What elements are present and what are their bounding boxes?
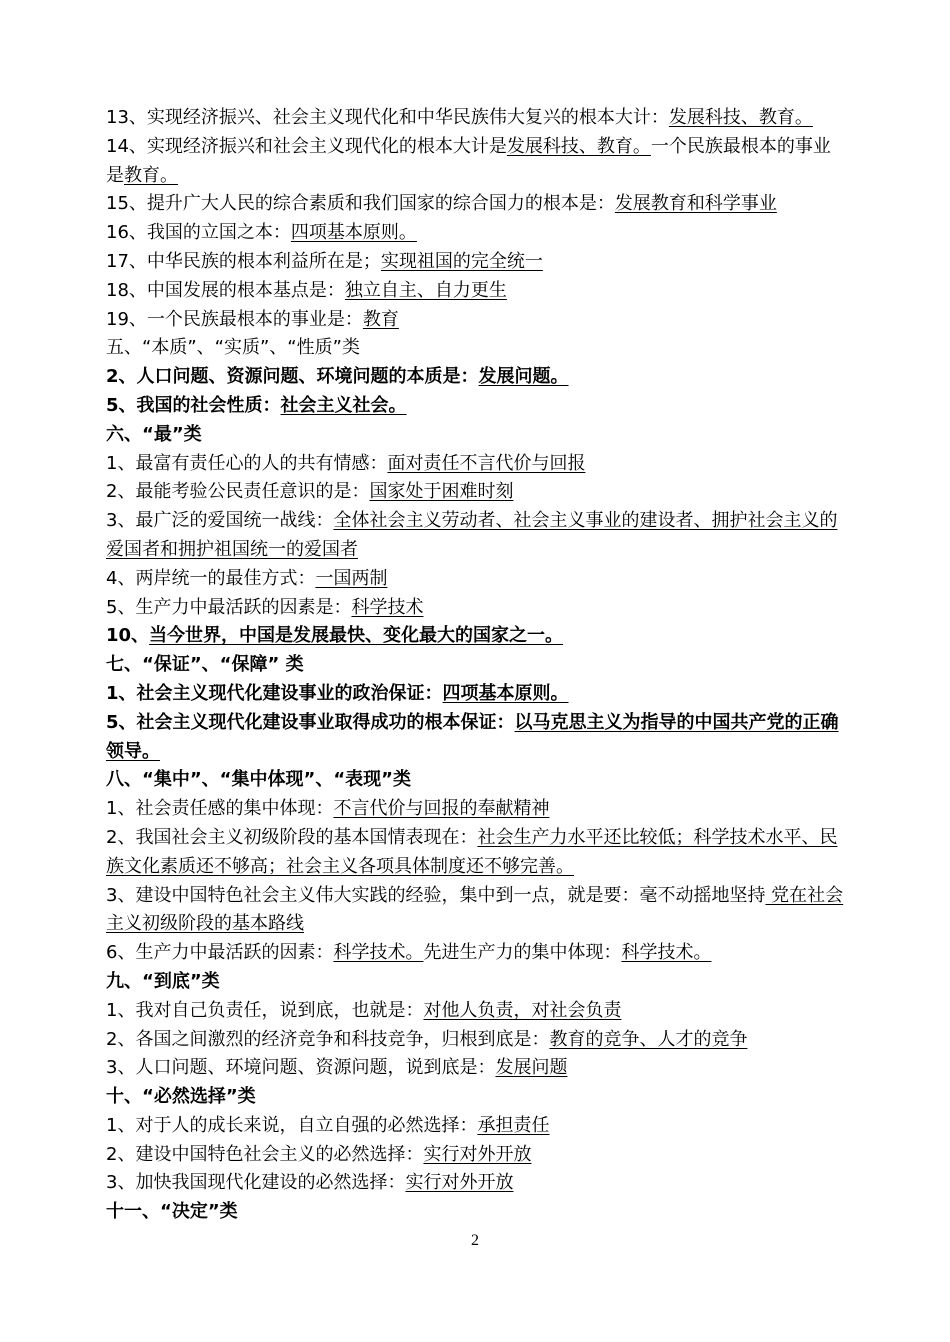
section-heading xyxy=(106,766,846,795)
answer-text: 教育 xyxy=(362,308,399,330)
section-heading xyxy=(106,968,846,997)
text-line xyxy=(106,450,846,479)
question-text: 社会主义现代化建设事业取得成功的根本保证： xyxy=(136,711,515,733)
text-line xyxy=(106,997,846,1026)
text-line xyxy=(106,1141,846,1170)
answer-text: 发展科技、教育。 xyxy=(668,107,813,128)
answer-text: 四项基本原则。 xyxy=(442,682,569,704)
text-line xyxy=(106,824,846,882)
answer-text: 科学技术。 xyxy=(333,942,424,964)
page-number: 2 xyxy=(471,1232,479,1249)
item-number: 2、 xyxy=(106,826,136,848)
section-heading xyxy=(106,334,846,363)
item-number: 4、 xyxy=(106,567,136,589)
question-text: 我国的立国之本： xyxy=(146,222,291,244)
answer-text: 党在社会主义初级阶段的基本路线 xyxy=(106,884,844,935)
text-line xyxy=(106,248,846,277)
section-heading xyxy=(106,421,846,450)
answer-text: 发展教育和科学事业 xyxy=(614,193,777,215)
text-line xyxy=(106,939,846,968)
question-text: 最广泛的爱国统一战线： xyxy=(135,510,334,532)
item-number: 5、 xyxy=(106,596,136,618)
item-number: 5、 xyxy=(106,711,137,733)
item-number: 17、 xyxy=(106,250,147,272)
text-line xyxy=(106,190,846,219)
item-number: 3、 xyxy=(106,1057,136,1079)
question-text: 建设中国特色社会主义伟大实践的经验，集中到一点，就是要：毫不动摇地坚持 xyxy=(135,884,766,906)
question-text: 对于人的成长来说，自立自强的必然选择： xyxy=(135,1114,478,1136)
item-number: 15、 xyxy=(106,193,147,215)
question-text: 社会主义现代化建设事业的政治保证： xyxy=(136,682,443,704)
answer-text: 面对责任不言代价与回报 xyxy=(387,452,586,474)
text-line xyxy=(106,1026,846,1055)
answer-text: 四项基本原则。 xyxy=(290,222,417,244)
item-number: 14、 xyxy=(106,135,147,157)
answer-text: 教育。 xyxy=(124,164,178,186)
answer-text: 一国两制 xyxy=(315,567,388,589)
item-number: 18、 xyxy=(106,279,147,301)
item-number: 16、 xyxy=(106,222,147,244)
text-line xyxy=(106,133,846,191)
question-text: 实现经济振兴和社会主义现代化的根本大计是 xyxy=(146,135,507,157)
question-text: 各国之间激烈的经济竞争和科技竞争，归根到底是： xyxy=(135,1028,550,1050)
question-text: 两岸统一的最佳方式： xyxy=(135,567,316,589)
answer-text: 实行对外开放 xyxy=(405,1172,514,1194)
item-number: 3、 xyxy=(106,510,136,532)
answer-text: 科学技术 xyxy=(351,596,424,618)
question-text: 提升广大人民的综合素质和我们国家的综合国力的根本是： xyxy=(146,193,615,215)
answer-text: 发展科技、教育。 xyxy=(506,135,651,157)
item-number: 2、 xyxy=(106,481,136,503)
item-number: 6、 xyxy=(106,942,136,964)
answer-text: 实现祖国的完全统一 xyxy=(380,250,543,272)
text-line xyxy=(106,277,846,306)
question-text: 我对自己负责任，说到底，也就是： xyxy=(135,999,424,1021)
item-number: 1、 xyxy=(106,798,136,820)
answer-text: 国家处于困难时刻 xyxy=(369,481,514,503)
document-body xyxy=(106,104,846,1227)
item-number: 2、 xyxy=(106,366,137,388)
question-text: 我国社会主义初级阶段的基本国情表现在： xyxy=(135,826,478,848)
item-number: 10、 xyxy=(106,625,150,647)
item-number: 2、 xyxy=(106,1143,136,1165)
answer-text: 不言代价与回报的奉献精神 xyxy=(333,798,550,820)
question-text: 生产力中最活跃的因素： xyxy=(135,942,334,964)
question-text: 最富有责任心的人的共有情感： xyxy=(135,452,388,474)
heading-text: 七、“保证”、“保障” 类 xyxy=(106,654,304,676)
text-line xyxy=(106,565,846,594)
heading-text: 十、“必然选择”类 xyxy=(106,1086,256,1108)
text-line xyxy=(106,219,846,248)
answer-text: 发展问题。 xyxy=(478,366,569,388)
question-text: 建设中国特色社会主义的必然选择： xyxy=(135,1143,424,1165)
item-number: 1、 xyxy=(106,452,136,474)
item-number: 1、 xyxy=(106,999,136,1021)
item-number: 19、 xyxy=(106,308,147,330)
question-text: 一个民族最根本的事业是 xyxy=(106,135,831,186)
answer-text: 实行对外开放 xyxy=(423,1143,532,1165)
text-line xyxy=(106,104,846,133)
heading-text: 六、“最”类 xyxy=(106,423,202,445)
text-line xyxy=(106,709,846,767)
text-line xyxy=(106,392,846,421)
item-number: 13、 xyxy=(106,107,147,128)
text-line xyxy=(106,795,846,824)
answer-text: 全体社会主义劳动者、社会主义事业的建设者、拥护社会主义的爱国者和拥护祖国统一的爱国者 xyxy=(106,510,838,560)
question-text: 人口问题、环境问题、资源问题，说到底是： xyxy=(135,1057,496,1079)
answer-text: 教育的竞争、人才的竞争 xyxy=(549,1028,748,1050)
question-text: 先进生产力的集中体现： xyxy=(423,942,622,964)
heading-text: 十一、“决定”类 xyxy=(106,1201,238,1223)
text-line xyxy=(106,680,846,709)
question-text: 当今世界，中国是发展最快、变化最大的国家之一。 xyxy=(149,625,564,647)
text-line xyxy=(106,1054,846,1083)
text-line xyxy=(106,363,846,392)
answer-text: 社会主义社会。 xyxy=(280,394,407,416)
question-text: 人口问题、资源问题、环境问题的本质是： xyxy=(136,366,479,388)
question-text: 生产力中最活跃的因素是： xyxy=(135,596,352,618)
heading-text: 八、“集中”、“集中体现”、“表现”类 xyxy=(106,769,411,791)
item-number: 2、 xyxy=(106,1028,136,1050)
item-number: 1、 xyxy=(106,1114,136,1136)
question-text: 中华民族的根本利益所在是； xyxy=(146,250,381,272)
question-text: 实现经济振兴、社会主义现代化和中华民族伟大复兴的根本大计： xyxy=(146,107,669,128)
item-number: 3、 xyxy=(106,1172,136,1194)
item-number: 1、 xyxy=(106,682,137,704)
heading-text: 五、“本质”、“实质”、“性质”类 xyxy=(106,337,360,359)
answer-text: 以马克思主义为指导的中国共产党的正确领导。 xyxy=(106,711,839,762)
text-line xyxy=(106,882,846,940)
item-number: 5、 xyxy=(106,394,137,416)
heading-text: 九、“到底”类 xyxy=(106,970,220,992)
answer-text: 社会生产力水平还比较低；科学技术水平、民族文化素质还不够高；社会主义各项具体制度还不够完善。 xyxy=(106,826,838,877)
text-line xyxy=(106,306,846,335)
answer-text: 科学技术。 xyxy=(621,942,712,964)
question-text: 社会责任感的集中体现： xyxy=(135,798,334,820)
question-text: 加快我国现代化建设的必然选择： xyxy=(135,1172,406,1194)
answer-text: 独立自主、自力更生 xyxy=(344,279,507,301)
section-heading xyxy=(106,1083,846,1112)
answer-text: 对他人负责，对社会负责 xyxy=(423,999,622,1021)
question-text: 最能考验公民责任意识的是： xyxy=(135,481,370,503)
text-line xyxy=(106,622,846,651)
answer-text: 承担责任 xyxy=(477,1114,550,1136)
answer-text: 发展问题 xyxy=(495,1057,568,1079)
text-line xyxy=(106,1169,846,1198)
text-line xyxy=(106,1112,846,1141)
text-line xyxy=(106,478,846,507)
question-text: 我国的社会性质： xyxy=(136,394,281,416)
section-heading xyxy=(106,651,846,680)
item-number: 3、 xyxy=(106,884,136,906)
question-text: 一个民族最根本的事业是： xyxy=(146,308,363,330)
section-heading xyxy=(106,1198,846,1227)
text-line xyxy=(106,594,846,623)
question-text: 中国发展的根本基点是： xyxy=(146,279,345,301)
text-line xyxy=(106,507,846,565)
